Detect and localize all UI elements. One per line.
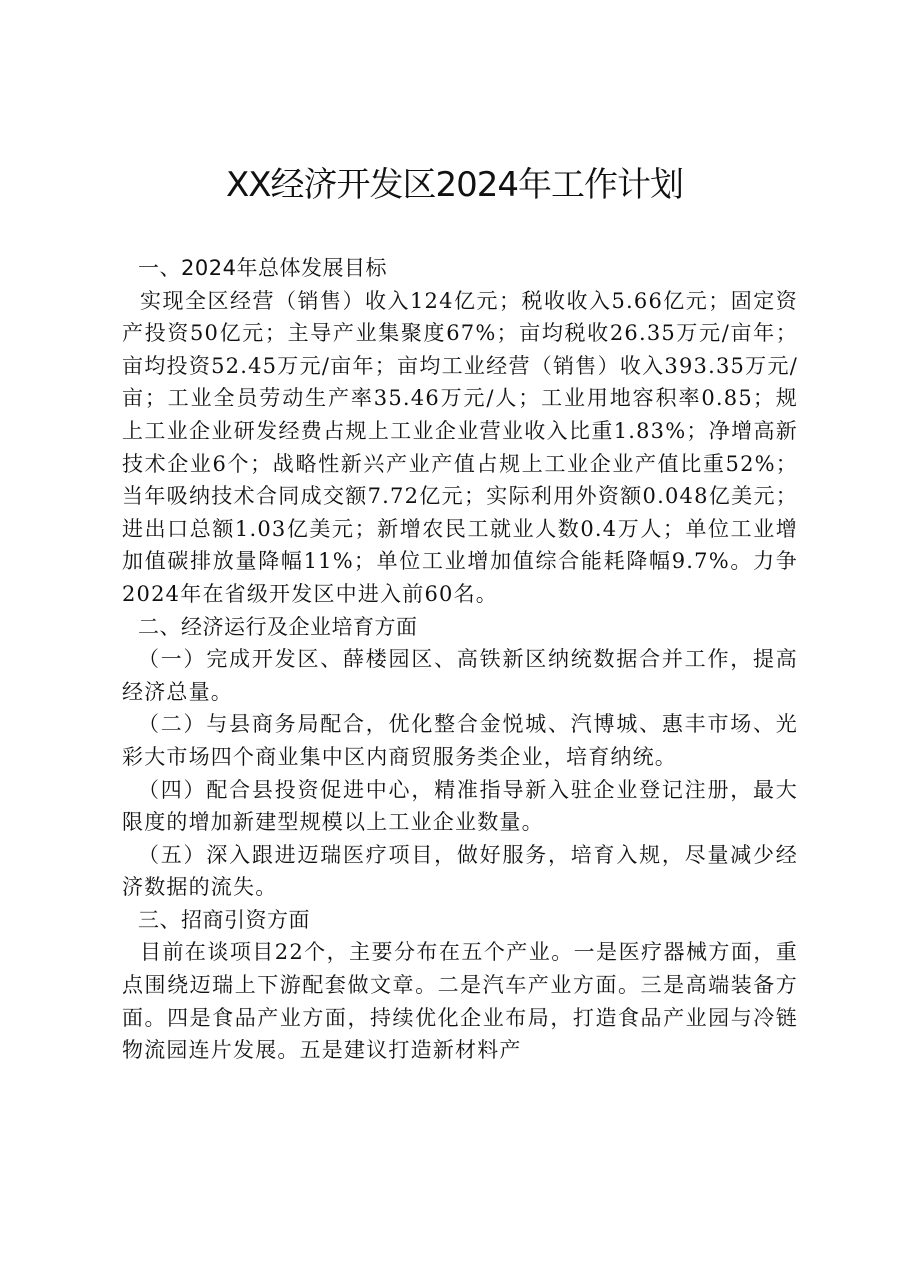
section-heading-goals: 一、2024年总体发展目标 — [138, 256, 387, 280]
paragraph-economy-2: （二）与县商务局配合，优化整合金悦城、汽博城、惠丰市场、光彩大市场四个商业集中区内商贸服务类企业，培育纳统。 — [122, 712, 798, 769]
section-heading-economy: 二、经济运行及企业培育方面 — [138, 614, 418, 639]
section-heading-investment: 三、招商引资方面 — [138, 907, 310, 932]
paragraph-economy-5: （五）深入跟进迈瑞医疗项目，做好服务，培育入规，尽量减少经济数据的流失。 — [122, 842, 798, 900]
paragraph-goals: 实现全区经营（销售）收入124亿元；税收收入5.66亿元；固定资产投资50亿元；主导产业集聚度67%；亩均税收26.35万元/亩年；亩均投资52.45万元/亩年；亩均工业经营（销售）收入393.35万元/亩；工业全员劳动生产率35.46万元/人；工业用地容积率0.85；规上工业企业研发经费占规上工业企业营业收入比重1.83%；净增高新技术企业6个；战略性新兴产业产值占规上工业企业产值比重52%；当年吸纳技术合同成交额7.72亿元；实际利用外资额0.048亿美元；进出口总额1.03亿美元；新增农民工就业人数0.4万人；单位工业增加值碳排放量降幅11%；单位工业增加值综合能耗降幅9.7%。力争2024年在省级开发区中进入前60名。 — [122, 288, 798, 606]
paragraph-investment: 目前在谈项目22个，主要分布在五个产业。一是医疗器械方面，重点围绕迈瑞上下游配套做文章。二是汽车产业方面。三是高端装备方面。四是食品产业方面，持续优化企业布局，打造食品产业园与冷链物流园连片发展。五是建议打造新材料产 — [122, 940, 798, 1063]
paragraph-economy-4: （四）配合县投资促进中心，精准指导新入驻企业登记注册，最大限度的增加新建型规模以上工业企业数量。 — [122, 777, 798, 835]
document-body — [122, 252, 798, 1067]
paragraph-economy-1: （一）完成开发区、薛楼园区、高铁新区纳统数据合并工作，提高经济总量。 — [122, 647, 798, 704]
document-title: XX经济开发区2024年工作计划 — [225, 165, 684, 205]
